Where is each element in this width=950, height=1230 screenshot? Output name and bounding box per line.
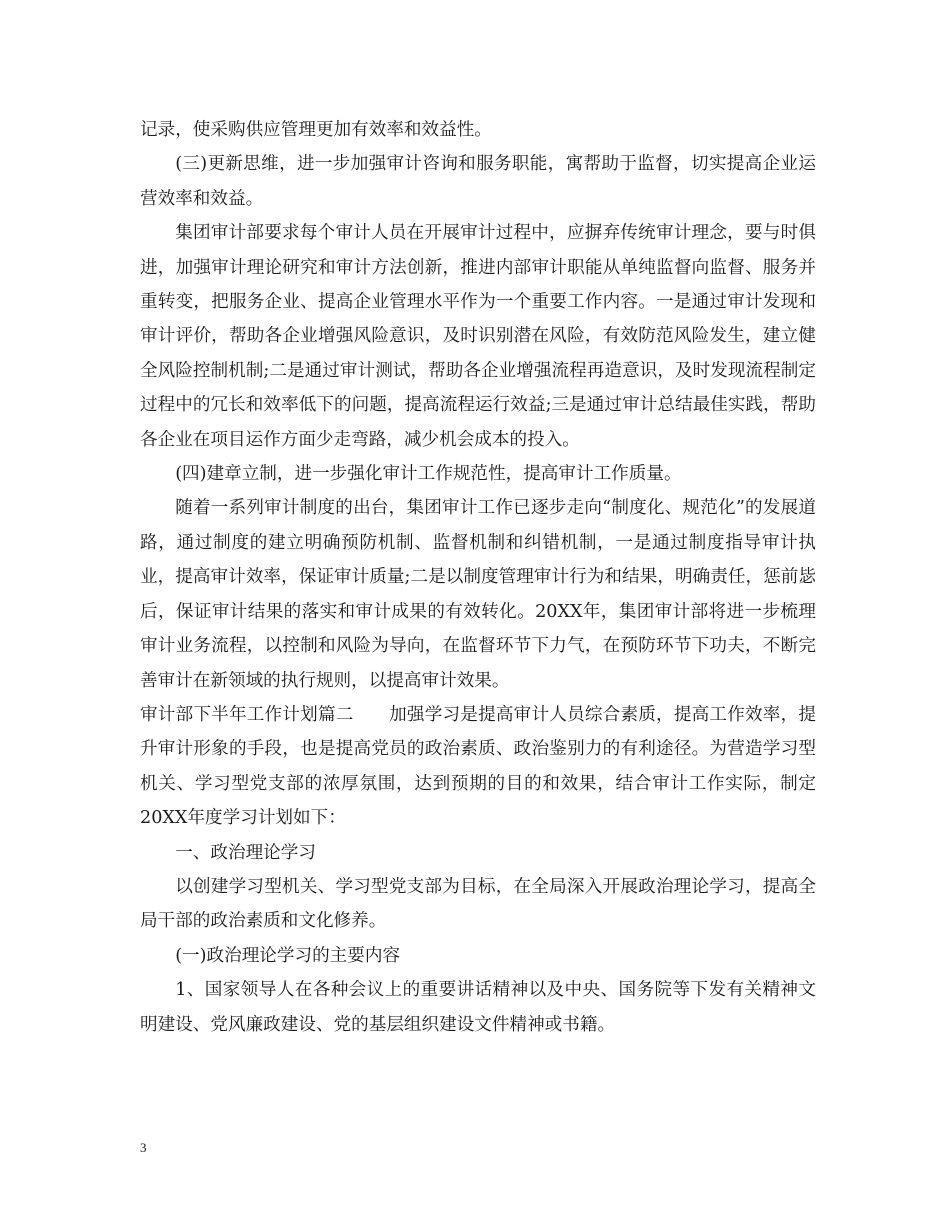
paragraph-1: 记录，使采购供应管理更加有效率和效益性。 bbox=[140, 120, 492, 140]
section-heading: 一、政治理论学习 bbox=[175, 842, 316, 863]
paragraph-2: (三)更新思维，进一步加强审计咨询和服务职能，寓帮助于监督，切实提高企业运营效率和效益。 bbox=[140, 154, 816, 209]
subsection-heading: (一)政治理论学习的主要内容 bbox=[175, 945, 401, 966]
paragraph-6: 审计部下半年工作计划篇二 加强学习是提高审计人员综合素质，提高工作效率，提升审计形象的手段，也是提高党员的政治素质、政治鉴别力的有利途径。为营造学习型机关、学习型党支部的浓厚氛围，达到预期的目的和效果，结合审计工作实际，制定20XX年度学习计划如下： bbox=[140, 704, 816, 829]
page-number: 3 bbox=[140, 1140, 147, 1155]
paragraph-10: 1、国家领导人在各种会议上的重要讲话精神以及中央、国务院等下发有关精神文明建设、党风廉政建设、党的基层组织建设文件精神或书籍。 bbox=[140, 980, 816, 1035]
paragraph-5: 随着一系列审计制度的出台，集团审计工作已逐步走向“制度化、规范化”的发展道路，通过制度的建立明确预防机制、监督机制和纠错机制，一是通过制度指导审计执业，提高审计效率，保证审计质量;二是以制度管理审计行为和结果，明确责任，惩前毖后，保证审计结果的落实和审计成果的有效转化。20XX年，集团审计部将进一步梳理审计业务流程，以控制和风险为导向，在监督环节下力气，在预防环节下功夫，不断完善审计在新领域的执行规则，以提高审计效果。 bbox=[140, 498, 816, 691]
paragraph-4: (四)建章立制，进一步强化审计工作规范性，提高审计工作质量。 bbox=[175, 464, 682, 485]
paragraph-3: 集团审计部要求每个审计人员在开展审计过程中，应摒弃传统审计理念，要与时俱进，加强审计理论研究和审计方法创新，推进内部审计职能从单纯监督向监督、服务并重转变，把服务企业、提高企业管理水平作为一个重要工作内容。一是通过审计发现和审计评价，帮助各企业增强风险意识，及时识别潜在风险，有效防范风险发生，建立健全风险控制机制;二是通过审计测试，帮助各企业增强流程再造意识，及时发现流程制定过程中的冗长和效率低下的问题，提高流程运行效益;三是通过审计总结最佳实践，帮助各企业在项目运作方面少走弯路，减少机会成本的投入。 bbox=[140, 223, 816, 450]
document-body bbox=[140, 113, 816, 1042]
paragraph-8: 以创建学习型机关、学习型党支部为目标，在全局深入开展政治理论学习，提高全局干部的政治素质和文化修养。 bbox=[140, 876, 816, 932]
